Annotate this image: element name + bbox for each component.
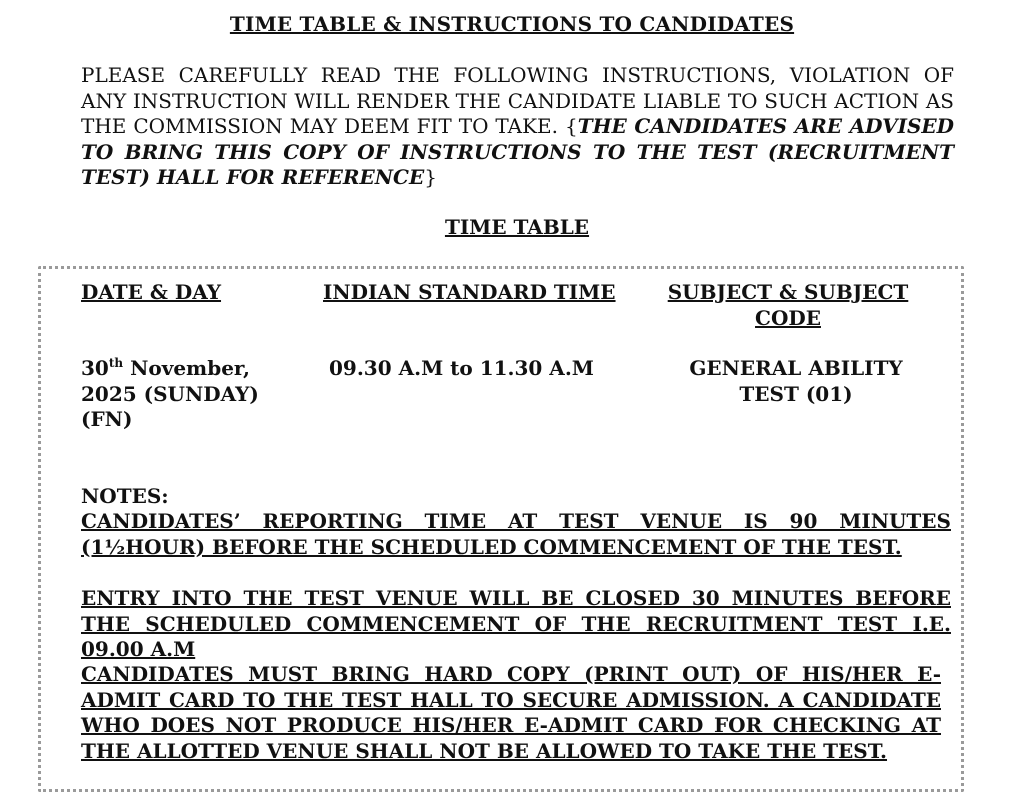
cell-subject: GENERAL ABILITY TEST (01) — [689, 356, 903, 406]
note-item-reporting-time: CANDIDATES’ REPORTING TIME AT TEST VENUE IS 90 MINUTES (1½HOUR) BEFORE THE SCHEDULED COMMENCEMENT OF THE TEST. — [81, 509, 951, 559]
date-rest: November, 2025 (SUNDAY)(FN) — [81, 356, 259, 432]
note-item-entry-closed: ENTRY INTO THE TEST VENUE WILL BE CLOSED 30 MINUTES BEFORE THE SCHEDULED COMMENCEMENT OF THE RECRUITMENT TEST I.E. 09.00 A.M — [81, 586, 951, 662]
page-title: TIME TABLE & INSTRUCTIONS TO CANDIDATES — [229, 12, 795, 36]
header-subject-code: SUBJECT & SUBJECT CODE — [667, 280, 909, 330]
intro-paragraph — [81, 63, 954, 191]
timetable-title: TIME TABLE — [444, 215, 590, 239]
intro-close-brace: } — [424, 165, 437, 190]
intro-advice: THE CANDIDATES ARE ADVISED TO BRING THIS COPY OF INSTRUCTIONS TO THE TEST (RECRUITMENT TEST) HALL FOR REFERENCE — [81, 114, 955, 190]
intro-text: PLEASE CAREFULLY READ THE FOLLOWING INSTRUCTIONS, VIOLATION OF ANY INSTRUCTION WILL RENDER THE CANDIDATE LIABLE TO SUCH ACTION AS THE COMMISSION MAY DEEM FIT TO TAKE. — [81, 63, 954, 139]
date-day-number: 30 — [81, 356, 109, 380]
date-suffix: th — [108, 356, 124, 370]
notes-label: NOTES: — [81, 484, 169, 508]
header-indian-standard-time: INDIAN STANDARD TIME — [323, 280, 616, 304]
header-date-day: DATE & DAY — [81, 280, 222, 304]
cell-date-day — [81, 356, 281, 433]
cell-time: 09.30 A.M to 11.30 A.M — [329, 356, 594, 380]
intro-open-brace: { — [565, 114, 578, 139]
note-item-admit-card: CANDIDATES MUST BRING HARD COPY (PRINT OUT) OF HIS/HER E-ADMIT CARD TO THE TEST HALL TO SECURE ADMISSION. A CANDIDATE WHO DOES NOT PRODUCE HIS/HER E-ADMIT CARD FOR CHECKING AT THE ALLOTTED VENUE SHALL NOT BE ALLOWED TO TAKE THE TEST. — [81, 662, 941, 763]
